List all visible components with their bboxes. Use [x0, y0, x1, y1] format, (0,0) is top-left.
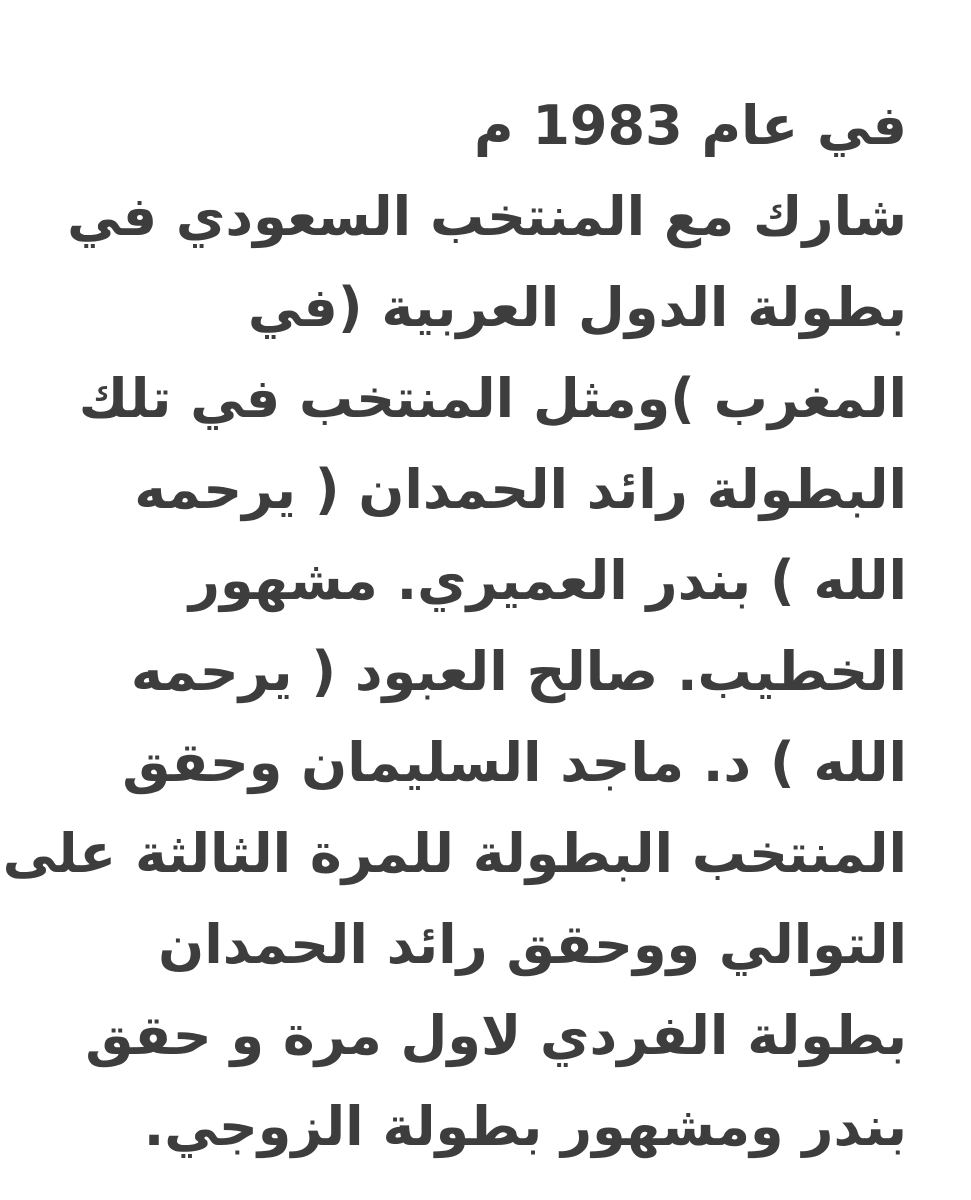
text-line-5: البطولة رائد الحمدان ( يرحمه	[134, 458, 907, 521]
text-line-11: بطولة الفردي لاول مرة و حقق	[85, 1004, 907, 1067]
text-line-9: المنتخب البطولة للمرة الثالثة على	[2, 822, 907, 885]
text-line-2: شارك مع المنتخب السعودي في	[67, 185, 907, 248]
text-line-6: الله ) بندر العميري. مشهور	[188, 549, 907, 612]
arabic-text-block	[2, 80, 907, 1172]
text-line-3: بطولة الدول العربية (في	[247, 276, 907, 339]
text-line-7: الخطيب. صالح العبود ( يرحمه	[130, 640, 907, 703]
text-line-1: في عام 1983 م	[473, 94, 907, 157]
text-line-8: الله ) د. ماجد السليمان وحقق	[122, 731, 907, 794]
text-line-10: التوالي ووحقق رائد الحمدان	[158, 913, 907, 976]
text-line-4: المغرب )ومثل المنتخب في تلك	[78, 367, 907, 430]
text-line-12: بندر ومشهور بطولة الزوجي.	[143, 1095, 907, 1158]
